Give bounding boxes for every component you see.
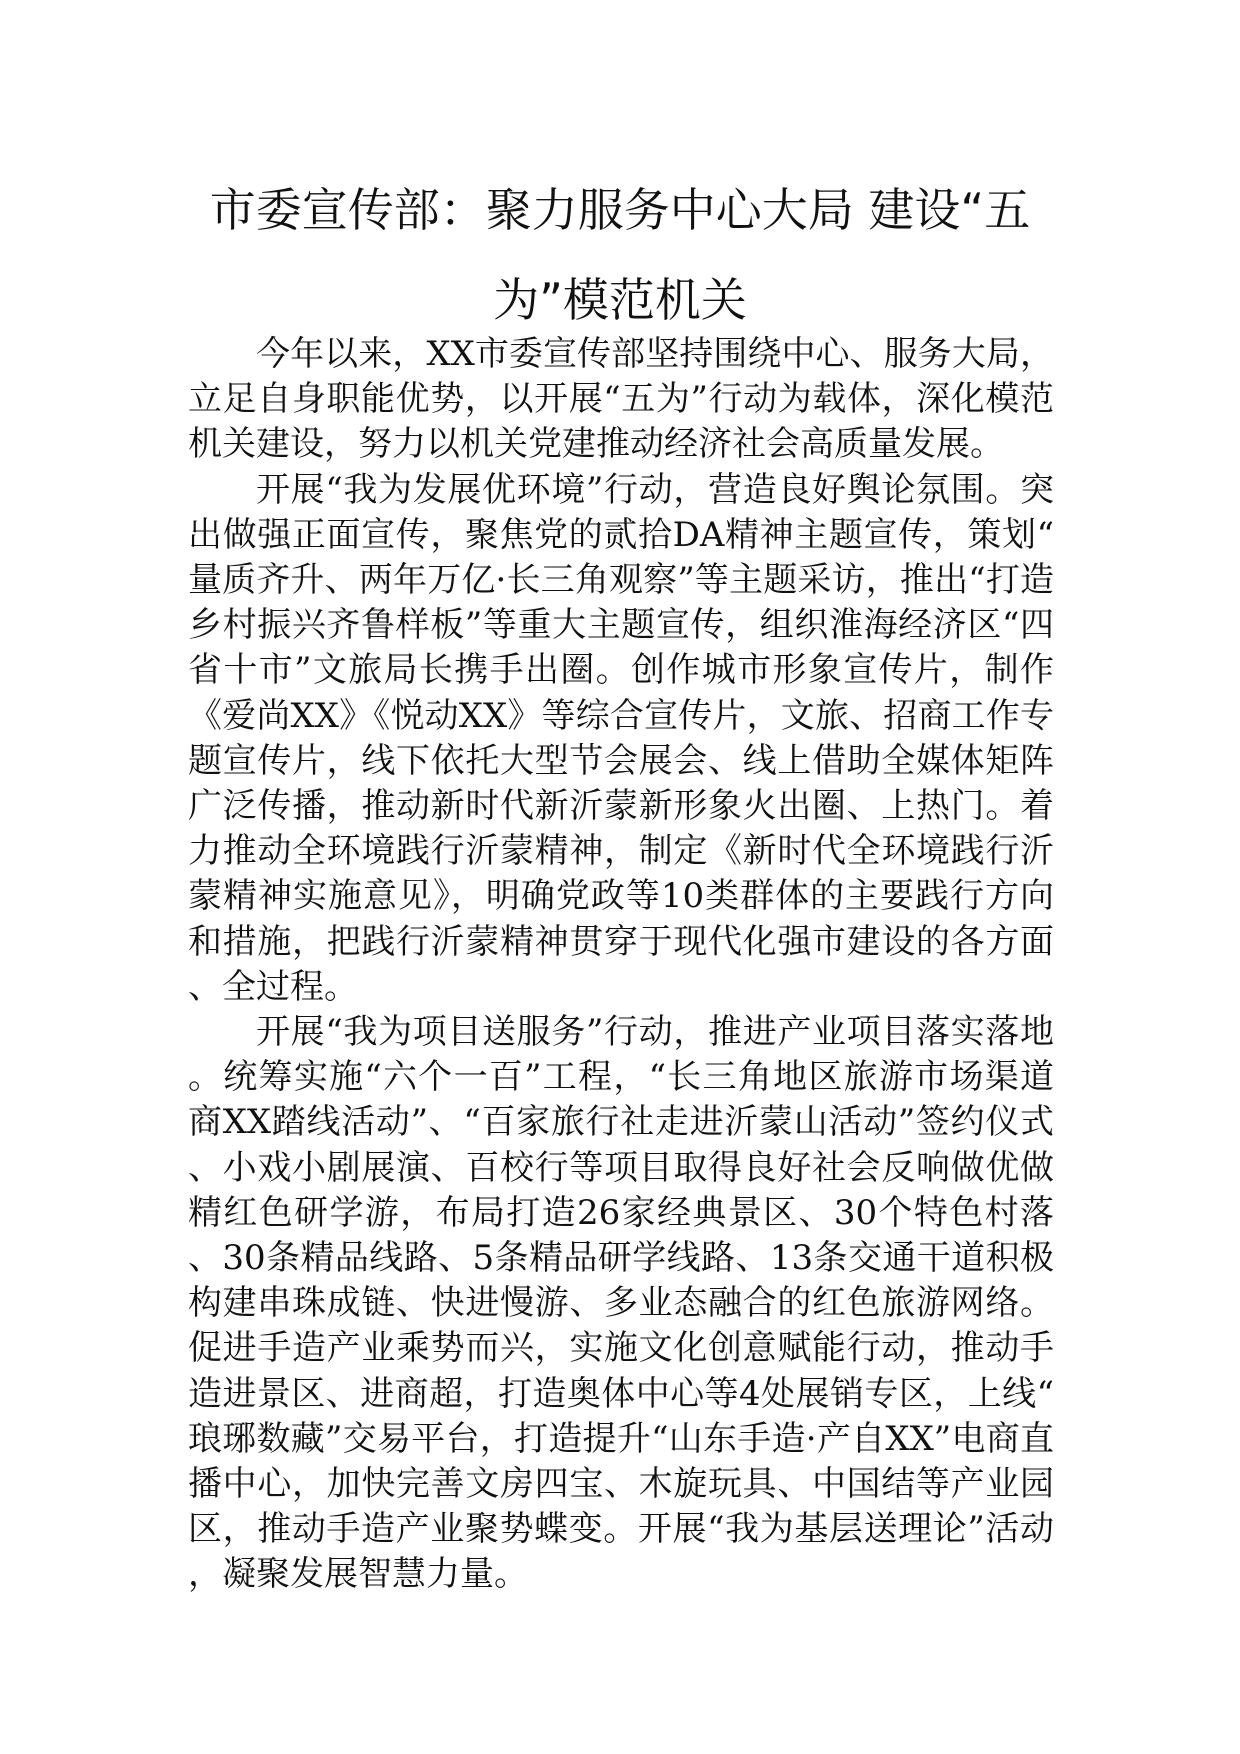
document-body xyxy=(188,332,1054,1598)
paragraph-intro: 今年以来，XX市委宣传部坚持围绕中心、服务大局，立足自身职能优势，以开展“五为”行动为载体，深化模范机关建设，努力以机关党建推动经济社会高质量发展。 xyxy=(188,334,1054,465)
paragraph-project-service-action: 开展“我为项目送服务”行动，推进产业项目落实落地。统筹实施“六个一百”工程，“长三角地区旅游市场渠道商XX踏线活动”、“百家旅行社走进沂蒙山活动”签约仪式、小戏小剧展演、百校行等项目取得良好社会反响做优做精红色研学游，布局打造26家经典景区、30个特色村落、30条精品线路、5条精品研学线路、13条交通干道积极构建串珠成链、快进慢游、多业态融合的红色旅游网络。促进手造产业乘势而兴，实施文化创意赋能行动，推动手造进景区、进商超，打造奥体中心等4处展销专区，上线“琅琊数藏”交易平台，打造提升“山东手造·产自XX”电商直播中心，加快完善文房四宝、木旋玩具、中国结等产业园区，推动手造产业聚势蝶变。开展“我为基层送理论”活动，凝聚发展智慧力量。 xyxy=(188,1012,1054,1595)
document-title: 市委宣传部：聚力服务中心大局 建设“五为”模范机关 xyxy=(209,183,1031,327)
paragraph-environment-action: 开展“我为发展优环境”行动，营造良好舆论氛围。突出做强正面宣传，聚焦党的贰拾DA精神主题宣传，策划“量质齐升、两年万亿·长三角观察”等主题采访，推出“打造乡村振兴齐鲁样板”等重大主题宣传，组织淮海经济区“四省十市”文旅局长携手出圈。创作城市形象宣传片，制作《爱尚XX》《悦动XX》等综合宣传片，文旅、招商工作专题宣传片，线下依托大型节会展会、线上借助全媒体矩阵广泛传播，推动新时代新沂蒙新形象火出圈、上热门。着力推动全环境践行沂蒙精神，制定《新时代全环境践行沂蒙精神实施意见》，明确党政等10类群体的主要践行方向和措施，把践行沂蒙精神贯穿于现代化强市建设的各方面、全过程。 xyxy=(188,469,1054,1007)
